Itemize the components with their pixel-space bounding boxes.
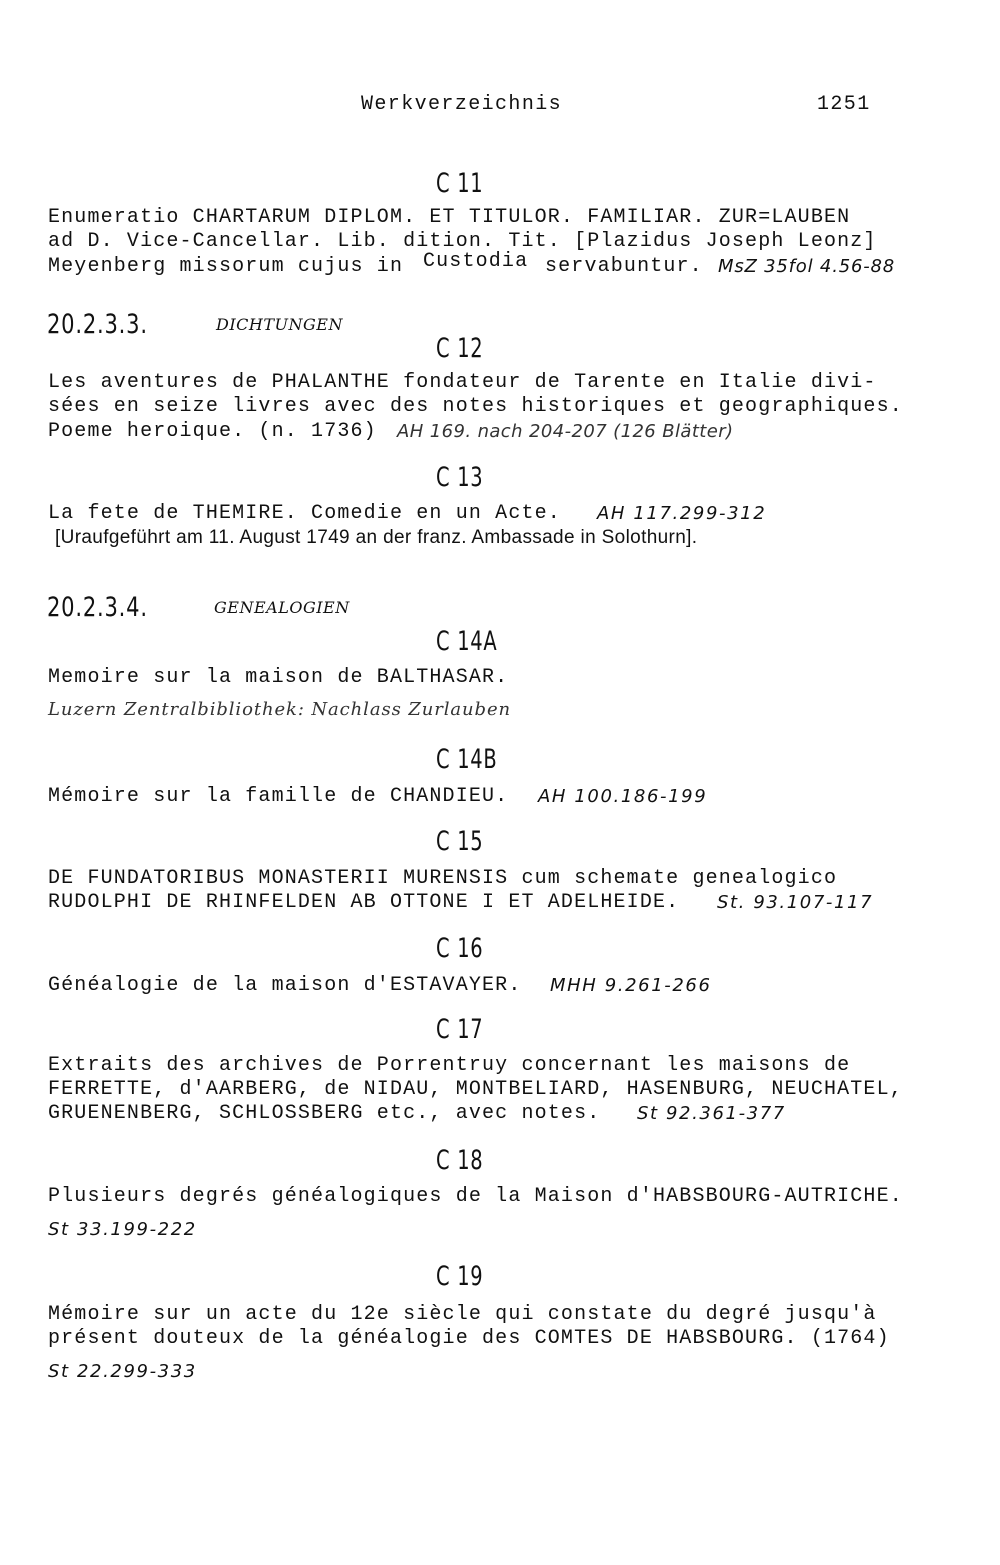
entry-heading-c11: C 11	[436, 168, 484, 199]
page-number: 1251	[817, 93, 871, 116]
running-header-title: Werkverzeichnis	[361, 93, 563, 116]
entry-heading-c12: C 12	[436, 333, 484, 364]
entry-c11-line3a: Meyenberg missorum cujus in	[48, 255, 404, 278]
entry-c19-line2: présent douteux de la généalogie des COMTES DE HABSBOURG. (1764)	[48, 1327, 890, 1350]
entry-c11-line2: ad D. Vice-Cancellar. Lib. dition. Tit. [Plazidus Joseph Leonz]	[48, 230, 877, 253]
entry-c13-line2: [Uraufgeführt am 11. August 1749 an der franz. Ambassade in Solothurn].	[55, 527, 698, 548]
entry-c16-reference: MHH 9.261-266	[550, 975, 712, 996]
entry-heading-c14b: C 14B	[436, 744, 498, 775]
entry-heading-c18: C 18	[436, 1145, 484, 1176]
entry-c13-line1: La fete de THEMIRE. Comedie en un Acte.	[48, 502, 561, 525]
entry-c15-line2: RUDOLPHI DE RHINFELDEN AB OTTONE I ET ADELHEIDE.	[48, 891, 680, 914]
entry-c12-line2: sées en seize livres avec des notes historiques et geographiques.	[48, 395, 903, 418]
entry-c11-reference: MsZ 35fol 4.56-88	[718, 256, 896, 277]
entry-c11-line3b: Custodia	[423, 250, 529, 273]
entry-heading-c17: C 17	[436, 1014, 484, 1045]
entry-c12-line3: Poeme heroique. (n. 1736)	[48, 420, 377, 443]
entry-c17-line2: FERRETTE, d'AARBERG, de NIDAU, MONTBELIARD, HASENBURG, NEUCHATEL,	[48, 1078, 903, 1101]
entry-c14a-handwritten-note: Luzern Zentralbibliothek: Nachlass Zurlauben	[48, 699, 511, 720]
entry-c19-reference: St 22.299-333	[48, 1361, 197, 1382]
section-title-genealogien: GENEALOGIEN	[214, 598, 350, 617]
entry-heading-c14a: C 14A	[436, 626, 498, 657]
entry-heading-c16: C 16	[436, 933, 484, 964]
section-title-dichtungen: DICHTUNGEN	[216, 315, 343, 334]
entry-heading-c19: C 19	[436, 1261, 484, 1292]
entry-c12-line1: Les aventures de PHALANTHE fondateur de Tarente en Italie divi-	[48, 371, 877, 394]
entry-c15-line1: DE FUNDATORIBUS MONASTERII MURENSIS cum schemate genealogico	[48, 867, 838, 890]
entry-c15-reference: St. 93.107-117	[717, 892, 874, 913]
entry-c14b-reference: AH 100.186-199	[538, 786, 708, 807]
entry-c19-line1: Mémoire sur un acte du 12e siècle qui constate du degré jusqu'à	[48, 1303, 877, 1326]
entry-c12-reference: AH 169. nach 204-207 (126 Blätter)	[397, 421, 734, 442]
entry-c17-line3: GRUENENBERG, SCHLOSSBERG etc., avec notes.	[48, 1102, 601, 1125]
entry-c14b-line1: Mémoire sur la famille de CHANDIEU.	[48, 785, 509, 808]
entry-c17-reference: St 92.361-377	[637, 1103, 786, 1124]
entry-c14a-line1: Memoire sur la maison de BALTHASAR.	[48, 666, 509, 689]
entry-c18-reference: St 33.199-222	[48, 1219, 197, 1240]
entry-c16-line1: Généalogie de la maison d'ESTAVAYER.	[48, 974, 522, 997]
entry-c17-line1: Extraits des archives de Porrentruy concernant les maisons de	[48, 1054, 851, 1077]
entry-heading-c15: C 15	[436, 826, 484, 857]
entry-c18-line1: Plusieurs degrés généalogiques de la Maison d'HABSBOURG-AUTRICHE.	[48, 1185, 903, 1208]
entry-c11-line3c: servabuntur.	[545, 255, 703, 278]
entry-c13-reference: AH 117.299-312	[597, 503, 767, 524]
section-number-dichtungen: 20.2.3.3.	[47, 309, 148, 340]
section-number-genealogien: 20.2.3.4.	[47, 592, 148, 623]
entry-c11-line1: Enumeratio CHARTARUM DIPLOM. ET TITULOR. FAMILIAR. ZUR=LAUBEN	[48, 206, 851, 229]
entry-heading-c13: C 13	[436, 462, 484, 493]
